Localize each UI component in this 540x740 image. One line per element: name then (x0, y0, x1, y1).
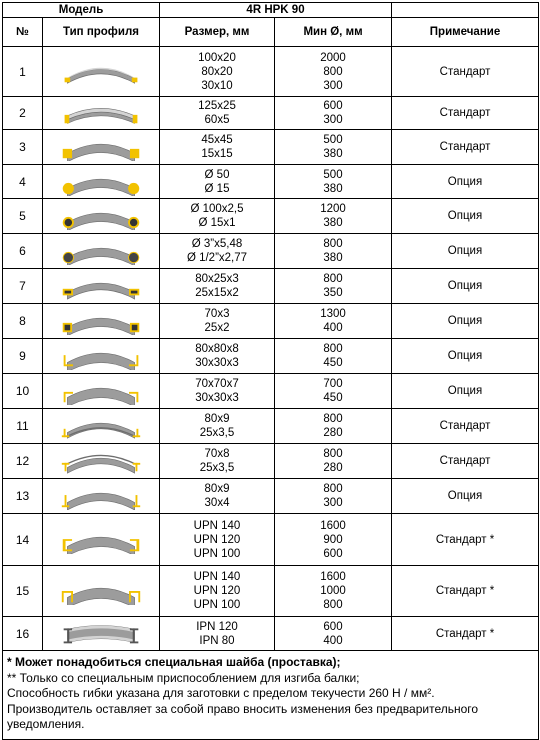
size-value: 70x8 (204, 448, 230, 460)
min-diameter-cell (275, 269, 392, 304)
profile-image (43, 617, 160, 651)
pipe-icon (59, 237, 143, 265)
size-cell (160, 479, 275, 514)
note-cell: Стандарт * (392, 514, 539, 566)
row-number: 10 (3, 374, 43, 409)
note-cell: Стандарт (392, 97, 539, 130)
note-cell: Опция (392, 269, 539, 304)
min-diameter-value: 600 (323, 100, 343, 112)
size-cell (160, 304, 275, 339)
note-cell: Стандарт (392, 47, 539, 97)
min-diameter-cell (275, 304, 392, 339)
size-value: Ø 15x1 (198, 217, 236, 229)
min-diameter-cell (275, 514, 392, 566)
footnote-3: Способность гибки указана для заготовки с пределом текучести 260 Н / мм². (7, 686, 435, 700)
min-diameter-value: 280 (323, 427, 343, 439)
size-cell (160, 514, 275, 566)
min-diameter-cell (275, 617, 392, 651)
min-diameter-cell (275, 234, 392, 269)
profile-image (43, 165, 160, 199)
row-number: 3 (3, 130, 43, 165)
flat-bar-icon (59, 58, 143, 86)
size-cell (160, 374, 275, 409)
min-diameter-value: 450 (323, 392, 343, 404)
row-number: 16 (3, 617, 43, 651)
round-tube-icon (59, 202, 143, 230)
tee-in-icon (59, 447, 143, 475)
profile-image (43, 199, 160, 234)
min-diameter-value: 380 (323, 252, 343, 264)
min-diameter-cell (275, 566, 392, 617)
min-diameter-value: 350 (323, 287, 343, 299)
column-header-row (3, 18, 539, 47)
size-value: Ø 3”x5,48 (191, 238, 243, 250)
size-value: 25x2 (204, 322, 230, 334)
table-row (3, 409, 539, 444)
col-min-header: Мин Ø, мм (275, 18, 392, 47)
size-cell (160, 234, 275, 269)
round-bar-icon (59, 168, 143, 196)
note-cell: Стандарт * (392, 617, 539, 651)
profile-image (43, 97, 160, 130)
row-number: 1 (3, 47, 43, 97)
size-value: 30x30x3 (195, 392, 239, 404)
model-header-row (3, 3, 539, 18)
channel-out-icon (59, 526, 143, 554)
header-blank (392, 3, 539, 18)
min-diameter-cell (275, 374, 392, 409)
min-diameter-cell (275, 444, 392, 479)
size-value: 80x20 (201, 65, 233, 78)
col-num-header: № (3, 18, 43, 47)
size-value: 30x4 (204, 497, 230, 509)
table-row (3, 514, 539, 566)
model-value: 4R HPK 90 (160, 3, 392, 18)
min-diameter-value: 800 (323, 273, 343, 285)
footnote-row (3, 651, 539, 740)
col-note-header: Примечание (392, 18, 539, 47)
note-cell: Опция (392, 199, 539, 234)
min-diameter-cell (275, 409, 392, 444)
row-number: 7 (3, 269, 43, 304)
angle-in-icon (59, 377, 143, 405)
square-bar-icon (59, 133, 143, 161)
footnote-1: * Может понадобиться специальная шайба (проставка); (7, 655, 341, 669)
note-cell: Опция (392, 165, 539, 199)
size-cell (160, 165, 275, 199)
row-number: 14 (3, 514, 43, 566)
size-cell (160, 130, 275, 165)
size-value: 80x9 (204, 413, 230, 425)
size-cell (160, 97, 275, 130)
size-cell (160, 269, 275, 304)
size-cell (160, 444, 275, 479)
size-value: Ø 50 (204, 168, 230, 181)
min-diameter-value: 2000 (320, 51, 346, 64)
model-label: Модель (3, 3, 160, 18)
size-value: 125x25 (198, 100, 236, 112)
row-number: 15 (3, 566, 43, 617)
i-beam-icon (59, 620, 143, 648)
footnote-4: Производитель оставляет за собой право вносить изменения без предварительного уведомления. (7, 701, 479, 731)
note-cell: Опция (392, 479, 539, 514)
row-number: 2 (3, 97, 43, 130)
row-number: 13 (3, 479, 43, 514)
min-diameter-value: 1600 (320, 519, 346, 532)
size-value: IPN 120 (196, 620, 238, 633)
size-value: 25x3,5 (199, 427, 235, 439)
table-row (3, 165, 539, 199)
bending-capacity-table (2, 2, 539, 740)
min-diameter-cell (275, 165, 392, 199)
min-diameter-value: 900 (323, 533, 343, 546)
min-diameter-value: 800 (323, 483, 343, 495)
size-value: 60x5 (204, 114, 230, 126)
tee-flange-icon (59, 482, 143, 510)
note-cell: Стандарт (392, 130, 539, 165)
profile-image (43, 514, 160, 566)
table-row (3, 234, 539, 269)
table-row (3, 479, 539, 514)
footnotes (3, 651, 539, 740)
table-row (3, 130, 539, 165)
table-row (3, 444, 539, 479)
size-value: 100x20 (198, 51, 236, 64)
size-value: 70x70x7 (195, 378, 239, 390)
table-row (3, 97, 539, 130)
col-profile-header: Тип профиля (43, 18, 160, 47)
profile-image (43, 479, 160, 514)
size-cell (160, 339, 275, 374)
min-diameter-value: 700 (323, 378, 343, 390)
min-diameter-value: 380 (323, 217, 343, 229)
size-value: 15x15 (201, 148, 233, 160)
min-diameter-cell (275, 199, 392, 234)
size-value: UPN 100 (193, 599, 241, 611)
row-number: 11 (3, 409, 43, 444)
min-diameter-value: 380 (323, 182, 343, 195)
note-cell: Стандарт * (392, 566, 539, 617)
min-diameter-cell (275, 97, 392, 130)
min-diameter-value: 800 (323, 599, 343, 611)
note-cell: Опция (392, 374, 539, 409)
min-diameter-value: 300 (323, 497, 343, 509)
min-diameter-value: 800 (323, 343, 343, 355)
note-cell: Стандарт (392, 444, 539, 479)
profile-image (43, 409, 160, 444)
min-diameter-value: 400 (323, 634, 343, 647)
row-number: 4 (3, 165, 43, 199)
min-diameter-cell (275, 130, 392, 165)
min-diameter-value: 380 (323, 148, 343, 160)
min-diameter-value: 500 (323, 134, 343, 146)
table-row (3, 617, 539, 651)
note-cell: Опция (392, 304, 539, 339)
note-cell: Опция (392, 234, 539, 269)
min-diameter-value: 800 (323, 448, 343, 460)
profile-image (43, 339, 160, 374)
size-value: 30x10 (201, 79, 233, 92)
min-diameter-value: 1200 (320, 203, 346, 215)
size-cell (160, 409, 275, 444)
min-diameter-value: 800 (323, 238, 343, 250)
profile-image (43, 374, 160, 409)
size-cell (160, 566, 275, 617)
note-cell: Опция (392, 339, 539, 374)
size-cell (160, 199, 275, 234)
profile-image (43, 269, 160, 304)
min-diameter-value: 600 (323, 547, 343, 560)
tee-out-icon (59, 412, 143, 440)
table-row (3, 304, 539, 339)
size-value: Ø 1/2”x2,77 (186, 252, 248, 264)
profile-image (43, 304, 160, 339)
profile-image (43, 130, 160, 165)
min-diameter-cell (275, 47, 392, 97)
size-value: 70x3 (204, 308, 230, 320)
rect-tube-icon (59, 272, 143, 300)
size-value: 80x25x3 (195, 273, 239, 285)
size-value: 25x15x2 (195, 287, 239, 299)
min-diameter-value: 600 (323, 620, 343, 633)
table-row (3, 47, 539, 97)
table-row (3, 374, 539, 409)
min-diameter-value: 1600 (320, 571, 346, 583)
row-number: 6 (3, 234, 43, 269)
table-row (3, 199, 539, 234)
min-diameter-value: 1000 (320, 585, 346, 597)
col-size-header: Размер, мм (160, 18, 275, 47)
min-diameter-cell (275, 339, 392, 374)
min-diameter-value: 450 (323, 357, 343, 369)
size-value: 80x9 (204, 483, 230, 495)
min-diameter-value: 400 (323, 322, 343, 334)
size-value: 25x3,5 (199, 462, 235, 474)
channel-in-icon (59, 577, 143, 605)
min-diameter-value: 280 (323, 462, 343, 474)
profile-image (43, 566, 160, 617)
table-row (3, 269, 539, 304)
min-diameter-value: 500 (323, 168, 343, 181)
square-tube-icon (59, 307, 143, 335)
min-diameter-cell (275, 479, 392, 514)
size-value: UPN 100 (193, 547, 241, 560)
table-row (3, 339, 539, 374)
footnote-2: ** Только со специальным приспособлением для изгиба балки; (7, 670, 360, 685)
size-value: UPN 140 (193, 519, 241, 532)
note-cell: Стандарт (392, 409, 539, 444)
size-value: Ø 100x2,5 (190, 203, 244, 215)
row-number: 8 (3, 304, 43, 339)
table-row (3, 566, 539, 617)
size-value: 30x30x3 (195, 357, 239, 369)
row-number: 9 (3, 339, 43, 374)
size-value: IPN 80 (199, 634, 235, 647)
min-diameter-value: 800 (323, 65, 343, 78)
flat-bar-edge-icon (59, 99, 143, 127)
size-value: 80x80x8 (195, 343, 239, 355)
size-cell (160, 47, 275, 97)
size-value: UPN 140 (193, 571, 241, 583)
row-number: 5 (3, 199, 43, 234)
min-diameter-value: 1300 (320, 308, 346, 320)
size-value: UPN 120 (193, 533, 241, 546)
row-number: 12 (3, 444, 43, 479)
min-diameter-value: 300 (323, 79, 343, 92)
profile-image (43, 47, 160, 97)
size-value: Ø 15 (204, 182, 230, 195)
size-cell (160, 617, 275, 651)
profile-image (43, 234, 160, 269)
size-value: 45x45 (201, 134, 233, 146)
size-value: UPN 120 (193, 585, 241, 597)
profile-image (43, 444, 160, 479)
angle-out-icon (59, 342, 143, 370)
min-diameter-value: 300 (323, 114, 343, 126)
min-diameter-value: 800 (323, 413, 343, 425)
